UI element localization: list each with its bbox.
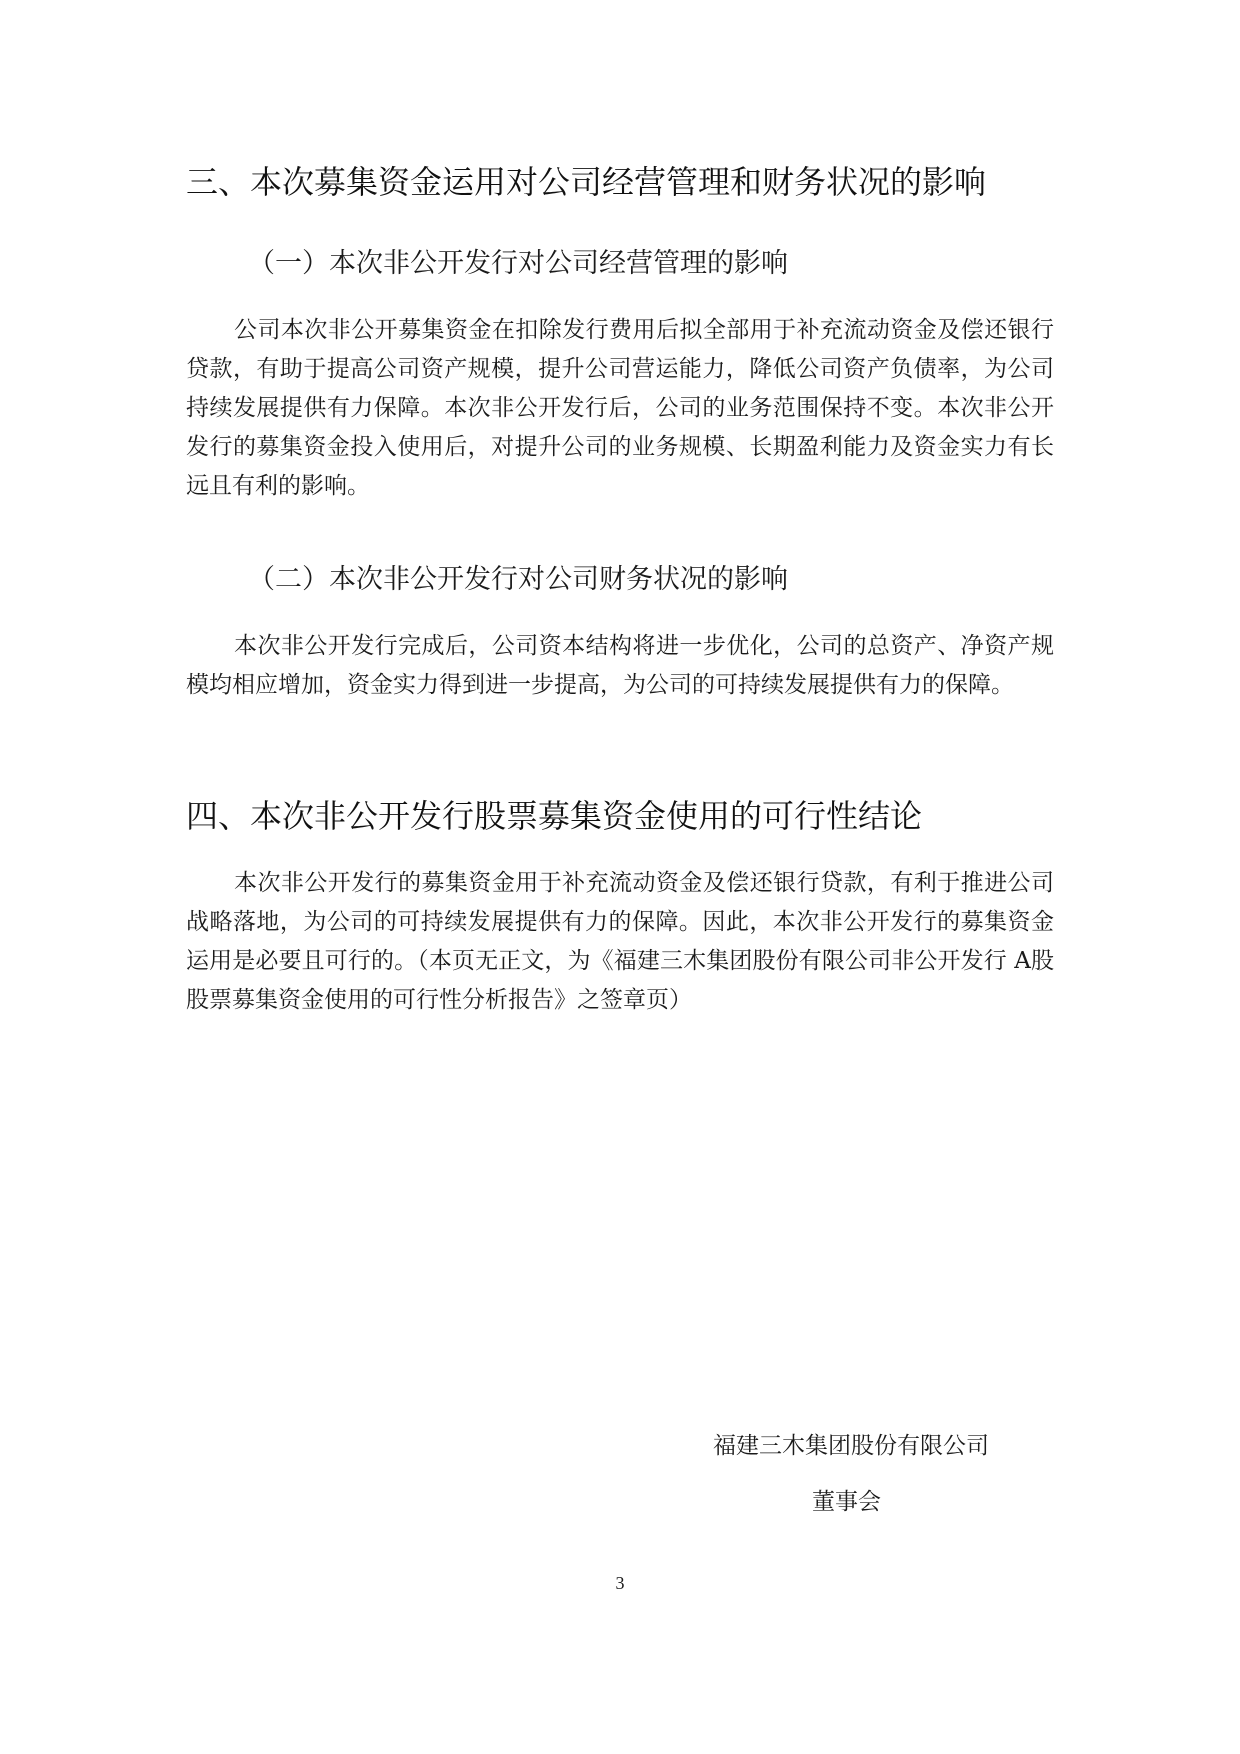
signature-board: 董事会	[812, 1489, 881, 1515]
subsection-3-1-paragraph: 公司本次非公开募集资金在扣除发行费用后拟全部用于补充流动资金及偿还银行贷款，有助于提高公司资产规模，提升公司营运能力，降低公司资产负债率，为公司持续发展提供有力保障。本次非公开发行后，公司的业务范围保持不变。本次非公开发行的募集资金投入使用后，对提升公司的业务规模、长期盈利能力及资金实力有长远且有利的影响。	[186, 317, 1054, 499]
signature-company: 福建三木集团股份有限公司	[713, 1433, 989, 1459]
subsection-3-2-paragraph: 本次非公开发行完成后，公司资本结构将进一步优化，公司的总资产、净资产规模均相应增加，资金实力得到进一步提高，为公司的可持续发展提供有力的保障。	[186, 633, 1054, 698]
subsection-3-1-heading: （一）本次非公开发行对公司经营管理的影响	[248, 248, 788, 279]
subsection-3-2-heading: （二）本次非公开发行对公司财务状况的影响	[248, 564, 788, 595]
section-3-heading: 三、本次募集资金运用对公司经营管理和财务状况的影响	[186, 163, 987, 201]
section-4-heading: 四、本次非公开发行股票募集资金使用的可行性结论	[186, 797, 923, 835]
section-4-paragraph: 本次非公开发行的募集资金用于补充流动资金及偿还银行贷款，有利于推进公司战略落地，为公司的可持续发展提供有力的保障。因此，本次非公开发行的募集资金运用是必要且可行的。（本页无正文，为《福建三木集团股份有限公司非公开发行 A股股票募集资金使用的可行性分析报告》之签章页）	[186, 870, 1054, 1013]
page-number: 3	[615, 1573, 625, 1593]
